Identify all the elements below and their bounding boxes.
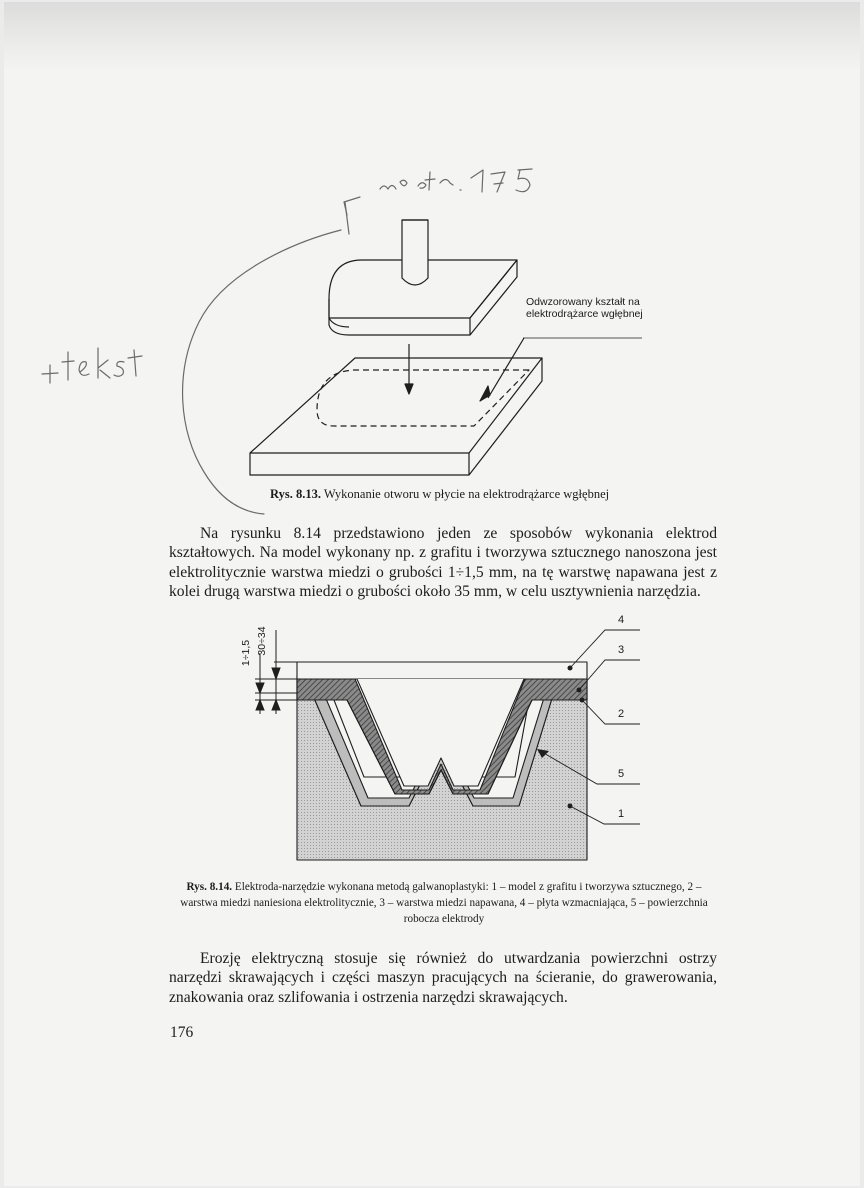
caption-prefix: Rys. 8.14. [186,881,233,893]
callout-5: 5 [618,768,625,780]
page-number: 176 [170,1024,194,1041]
dimension-30-34: 30÷34 [256,626,268,656]
label-line-1: Odwzorowany kształt na [526,296,640,308]
callout-4: 4 [618,614,625,626]
figure-8-14-caption [170,879,718,927]
callout-1: 1 [618,808,625,820]
figure-8-14-drawing [4,2,860,1186]
caption-prefix: Rys. 8.13. [270,487,321,501]
callout-3: 3 [618,644,625,656]
caption-text: Wykonanie otworu w płycie na elektrodrążarce wgłębnej [320,487,610,501]
callout-2: 2 [618,708,625,720]
dimension-1-1-5: 1÷1,5 [240,639,252,667]
caption-text: Elektroda-narzędzie wykonana metodą galwanoplastyki: 1 – model z grafitu i tworzywa sztucznego, 2 – warstwa miedzi naniesiona elektrolitycznie, 3 – warstwa miedzi napawana, 4 – płyta wzmacniająca, 5 – powierzchnia robocza elektrody [180,881,708,925]
scanned-page [4,2,860,1186]
label-line-2: elektrodrążarce wgłębnej [526,308,643,320]
paragraph-2: Erozję elektryczną stosuje się również do utwardzania powierzchni ostrzy narzędzi skrawających i części maszyn pracujących na ścieranie, do grawerowania, znakowania oraz szlifowania i ostrzenia narzędzi skrawających. [169,950,717,1006]
paragraph-1: Na rysunku 8.14 przedstawiono jeden ze sposobów wykonania elektrod kształtowych. Na model wykonany np. z grafitu i tworzywa sztucznego nanoszona jest elektrolitycznie warstwa miedzi o grubości 1÷1,5 mm, na tę warstwę napawana jest z kolei drugą warstwa miedzi o grubości około 35 mm, w celu usztywnienia narzędzia. [169,525,717,600]
